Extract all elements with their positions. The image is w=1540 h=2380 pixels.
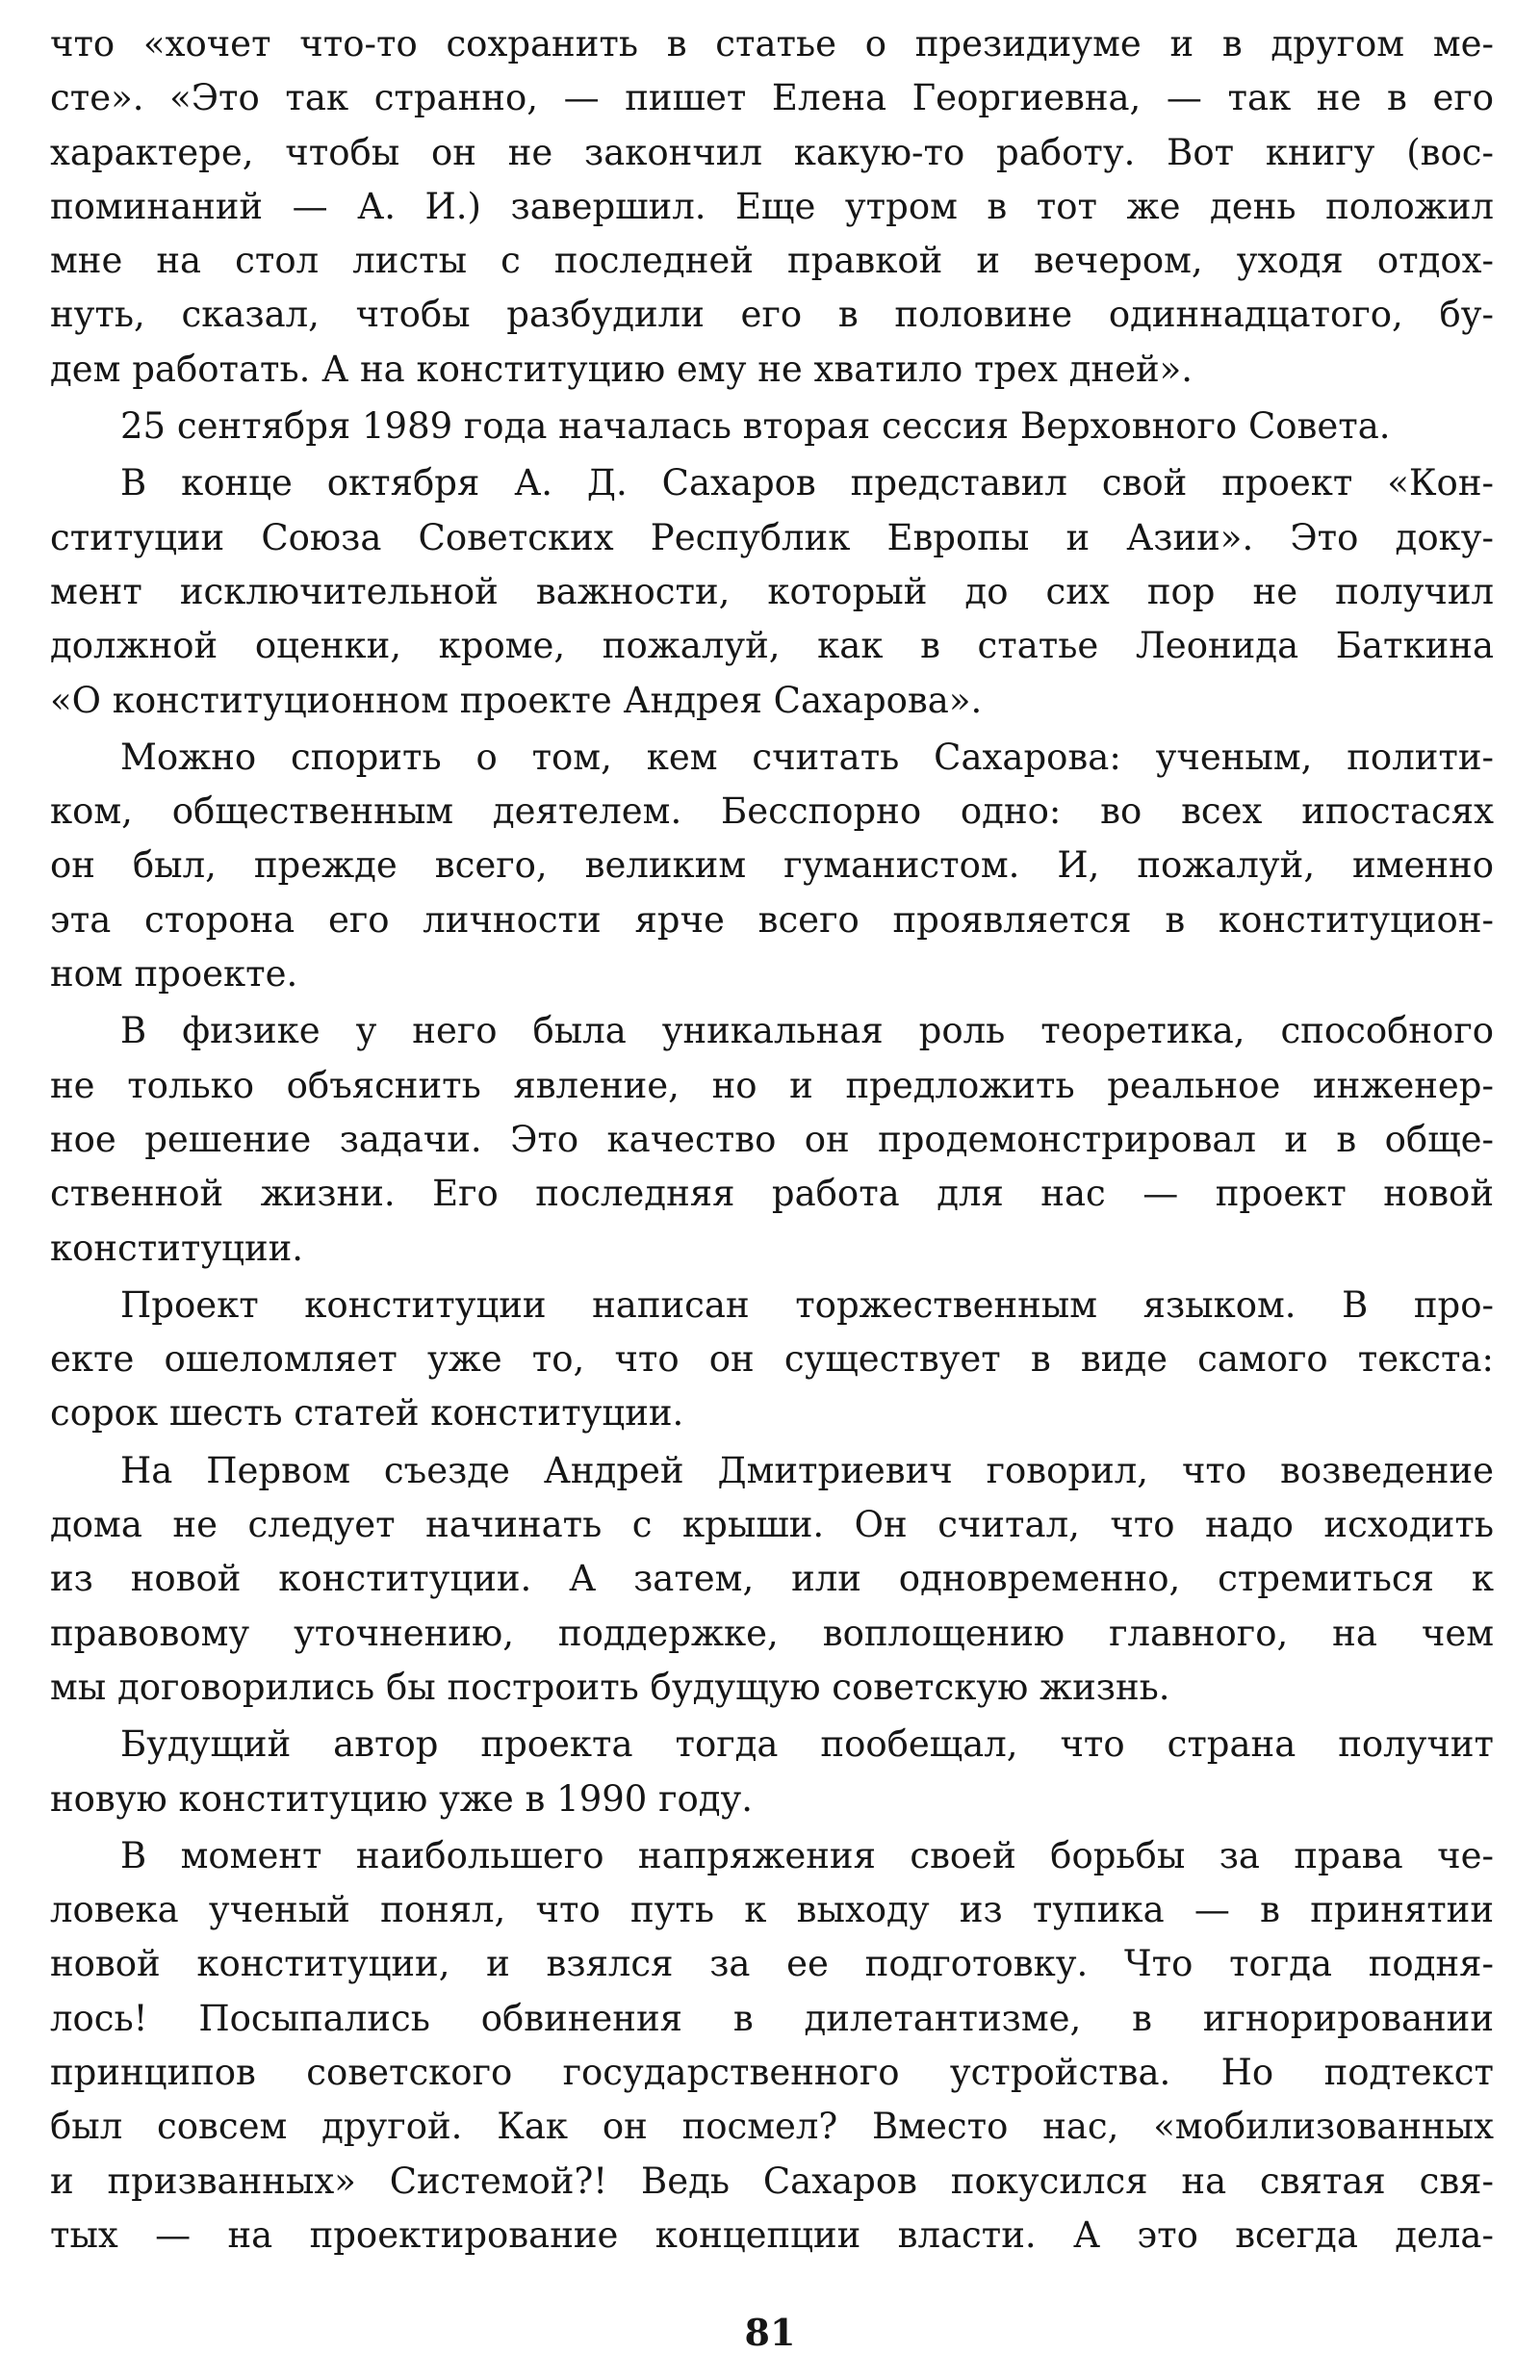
text-line: характере, чтобы он не закончил какую-то работу. Вот книгу (вос-: [50, 131, 1494, 173]
text-line: был совсем другой. Как он посмел? Вместо нас, «мобилизованных: [50, 2106, 1494, 2148]
text-line: Можно спорить о том, кем считать Сахарова: ученым, полити-: [120, 736, 1494, 778]
text-line: В конце октября А. Д. Сахаров представил свой проект «Кон-: [120, 462, 1494, 504]
text-line: ственной жизни. Его последняя работа для нас — проект новой: [50, 1173, 1494, 1215]
text-line: дем работать. А на конституцию ему не хватило трех дней».: [50, 348, 1194, 390]
text-line: он был, прежде всего, великим гуманистом. И, пожалуй, именно: [50, 844, 1494, 887]
text-line: «О конституционном проекте Андрея Сахарова».: [50, 679, 983, 721]
text-line: В момент наибольшего напряжения своей борьбы за права че-: [120, 1834, 1494, 1876]
text-line: конституции.: [50, 1227, 304, 1269]
paragraph: [50, 1004, 1494, 1275]
body-text: [50, 17, 1494, 2263]
paragraph: [50, 1718, 1494, 1826]
text-line: 25 сентября 1989 года началась вторая сессия Верховного Совета.: [120, 405, 1391, 448]
text-line: поминаний — А. И.) завершил. Еще утром в тот же день положил: [50, 185, 1494, 227]
text-line: сте». «Это так странно, — пишет Елена Георгиевна, — так не в его: [50, 77, 1494, 119]
paragraph: [50, 400, 1494, 453]
text-line: В физике у него была уникальная роль теоретика, способного: [120, 1010, 1494, 1052]
text-line: что «хочет что-то сохранить в статье о президиуме и в другом ме-: [50, 23, 1494, 65]
paragraph: [50, 1444, 1494, 1715]
paragraph: [50, 456, 1494, 727]
text-line: правовому уточнению, поддержке, воплощению главного, на чем: [50, 1612, 1494, 1654]
text-line: должной оценки, кроме, пожалуй, как в статье Леонида Баткина: [50, 625, 1494, 667]
paragraph: [50, 1829, 1494, 2263]
text-line: ном проекте.: [50, 953, 298, 996]
text-line: нуть, сказал, чтобы разбудили его в половине одиннадцатого, бу-: [50, 294, 1494, 336]
text-line: тых — на проектирование концепции власти. А это всегда дела-: [50, 2213, 1494, 2256]
paragraph: [50, 1279, 1494, 1441]
text-line: лось! Посыпались обвинения в дилетантизме, в игнорировании: [50, 1997, 1494, 2039]
text-line: Проект конституции написан торжественным языком. В про-: [120, 1283, 1494, 1326]
text-line: новую конституцию уже в 1990 году.: [50, 1777, 754, 1820]
text-line: из новой конституции. А затем, или одновременно, стремиться к: [50, 1558, 1494, 1600]
text-line: дома не следует начинать с крыши. Он считал, что надо исходить: [50, 1504, 1494, 1546]
text-line: ловека ученый понял, что путь к выходу из тупика — в принятии: [50, 1889, 1494, 1931]
text-line: и призванных» Системой?! Ведь Сахаров покусился на святая свя-: [50, 2160, 1494, 2202]
text-line: сорок шесть статей конституции.: [50, 1392, 684, 1435]
paragraph: [50, 731, 1494, 1001]
text-line: ком, общественным деятелем. Бесспорно одно: во всех ипостасях: [50, 790, 1494, 833]
text-line: новой конституции, и взялся за ее подготовку. Что тогда подня-: [50, 1943, 1494, 1985]
paragraph: [50, 17, 1494, 397]
text-line: мне на стол листы с последней правкой и вечером, уходя отдох-: [50, 240, 1494, 282]
page-number: 81: [744, 2311, 796, 2354]
text-line: екте ошеломляет уже то, что он существует в виде самого текста:: [50, 1338, 1494, 1381]
text-line: мы договорились бы построить будущую советскую жизнь.: [50, 1666, 1170, 1708]
text-line: мент исключительной важности, который до сих пор не получил: [50, 570, 1494, 612]
text-line: не только объяснить явление, но и предложить реальное инженер-: [50, 1064, 1494, 1106]
text-line: ное решение задачи. Это качество он продемонстрировал и в обще-: [50, 1118, 1494, 1160]
text-line: принципов советского государственного устройства. Но подтекст: [50, 2051, 1494, 2093]
text-line: На Первом съезде Андрей Дмитриевич говорил, что возведение: [120, 1449, 1494, 1491]
text-line: эта сторона его личности ярче всего проявляется в конституцион-: [50, 898, 1494, 941]
text-line: Будущий автор проекта тогда пообещал, что страна получит: [120, 1723, 1494, 1766]
text-line: ституции Союза Советских Республик Европы и Азии». Это доку-: [50, 516, 1494, 558]
